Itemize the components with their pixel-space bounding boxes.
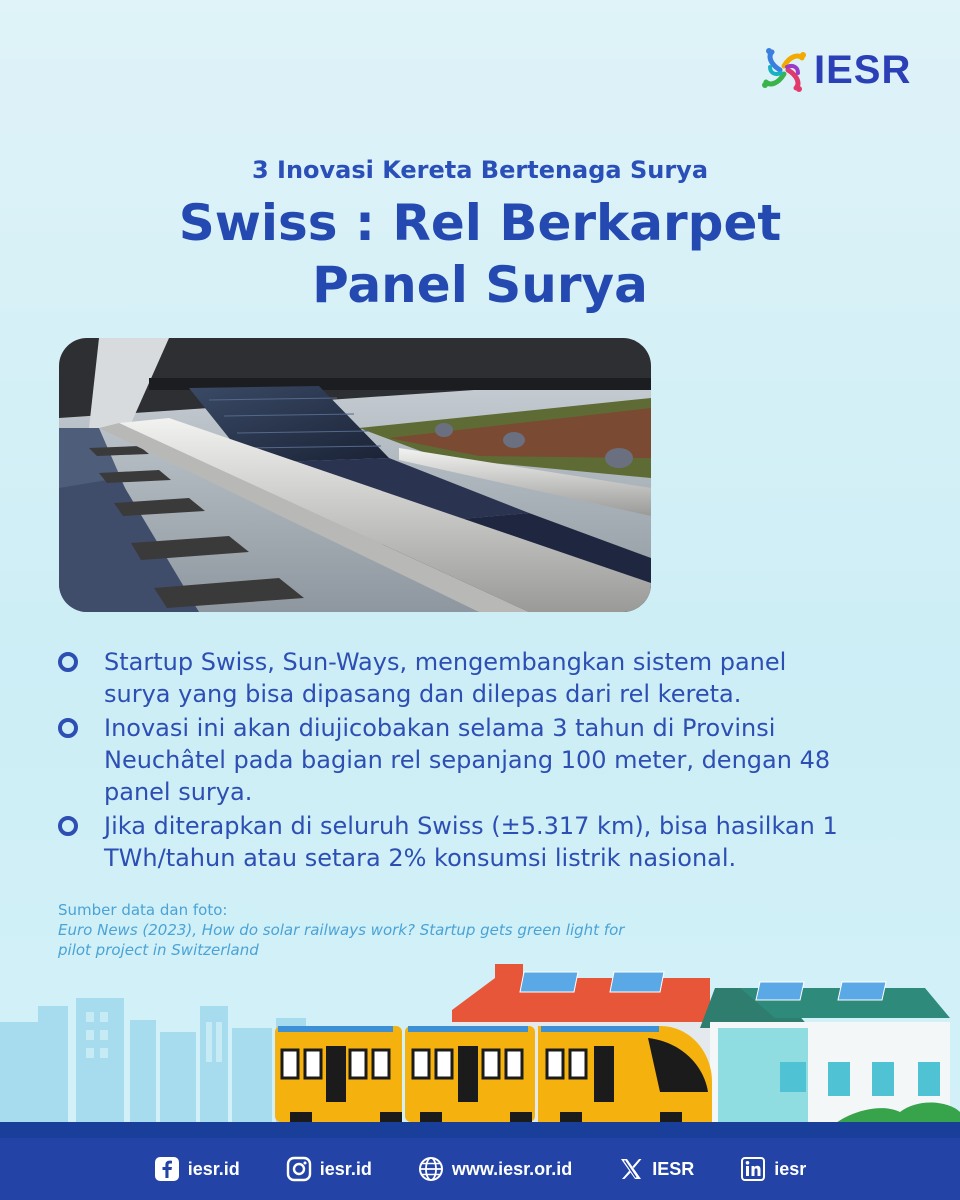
linkedin-handle: iesr — [774, 1158, 807, 1179]
facebook-handle: iesr.id — [187, 1158, 240, 1179]
instagram-link[interactable] — [286, 1156, 372, 1182]
x-handle: IESR — [652, 1158, 695, 1179]
bullet-icon — [58, 718, 78, 738]
subtitle: 3 Inovasi Kereta Bertenaga Surya — [251, 156, 709, 184]
list-item — [58, 646, 838, 710]
brand-name: IESR — [814, 47, 912, 92]
linkedin-link[interactable] — [740, 1156, 806, 1182]
iesr-logo — [758, 44, 911, 96]
bullet-list — [58, 646, 838, 876]
bullet-icon — [58, 816, 78, 836]
solar-rail-photo — [59, 338, 651, 612]
bullet-text: Inovasi ini akan diujicobakan selama 3 tahun di Provinsi Neuchâtel pada bagian rel sepanjang 100 meter, dengan 48 panel surya. — [104, 714, 831, 806]
source-label: Sumber data dan foto: — [58, 901, 228, 919]
source-citation-line-2: pilot project in Switzerland — [58, 941, 259, 959]
source-citation-line-1: Euro News (2023), How do solar railways work? Startup gets green light for — [58, 921, 625, 939]
x-icon — [618, 1156, 644, 1182]
logo-swirl-icon — [758, 44, 810, 96]
source-note — [58, 900, 658, 960]
bullet-icon — [58, 652, 78, 672]
title-line-2: Panel Surya — [312, 256, 648, 314]
facebook-link[interactable] — [154, 1156, 240, 1182]
instagram-handle: iesr.id — [319, 1158, 372, 1179]
bullet-text: Startup Swiss, Sun-Ways, mengembangkan sistem panel surya yang bisa dipasang dan dilepas dari rel kereta. — [104, 648, 787, 708]
title-line-1: Swiss : Rel Berkarpet — [178, 194, 782, 252]
website-url: www.iesr.or.id — [451, 1158, 573, 1179]
train-city-illustration — [0, 962, 960, 1138]
bullet-text: Jika diterapkan di seluruh Swiss (±5.317 km), bisa hasilkan 1 TWh/tahun atau setara 2% konsumsi listrik nasional. — [104, 812, 838, 872]
instagram-icon — [286, 1156, 312, 1182]
page-title — [0, 192, 960, 316]
facebook-icon — [154, 1156, 180, 1182]
globe-icon — [418, 1156, 444, 1182]
x-link[interactable] — [618, 1156, 694, 1182]
list-item — [58, 810, 838, 874]
list-item — [58, 712, 838, 808]
linkedin-icon — [740, 1156, 766, 1182]
social-footer — [0, 1138, 960, 1200]
website-link[interactable] — [418, 1156, 572, 1182]
